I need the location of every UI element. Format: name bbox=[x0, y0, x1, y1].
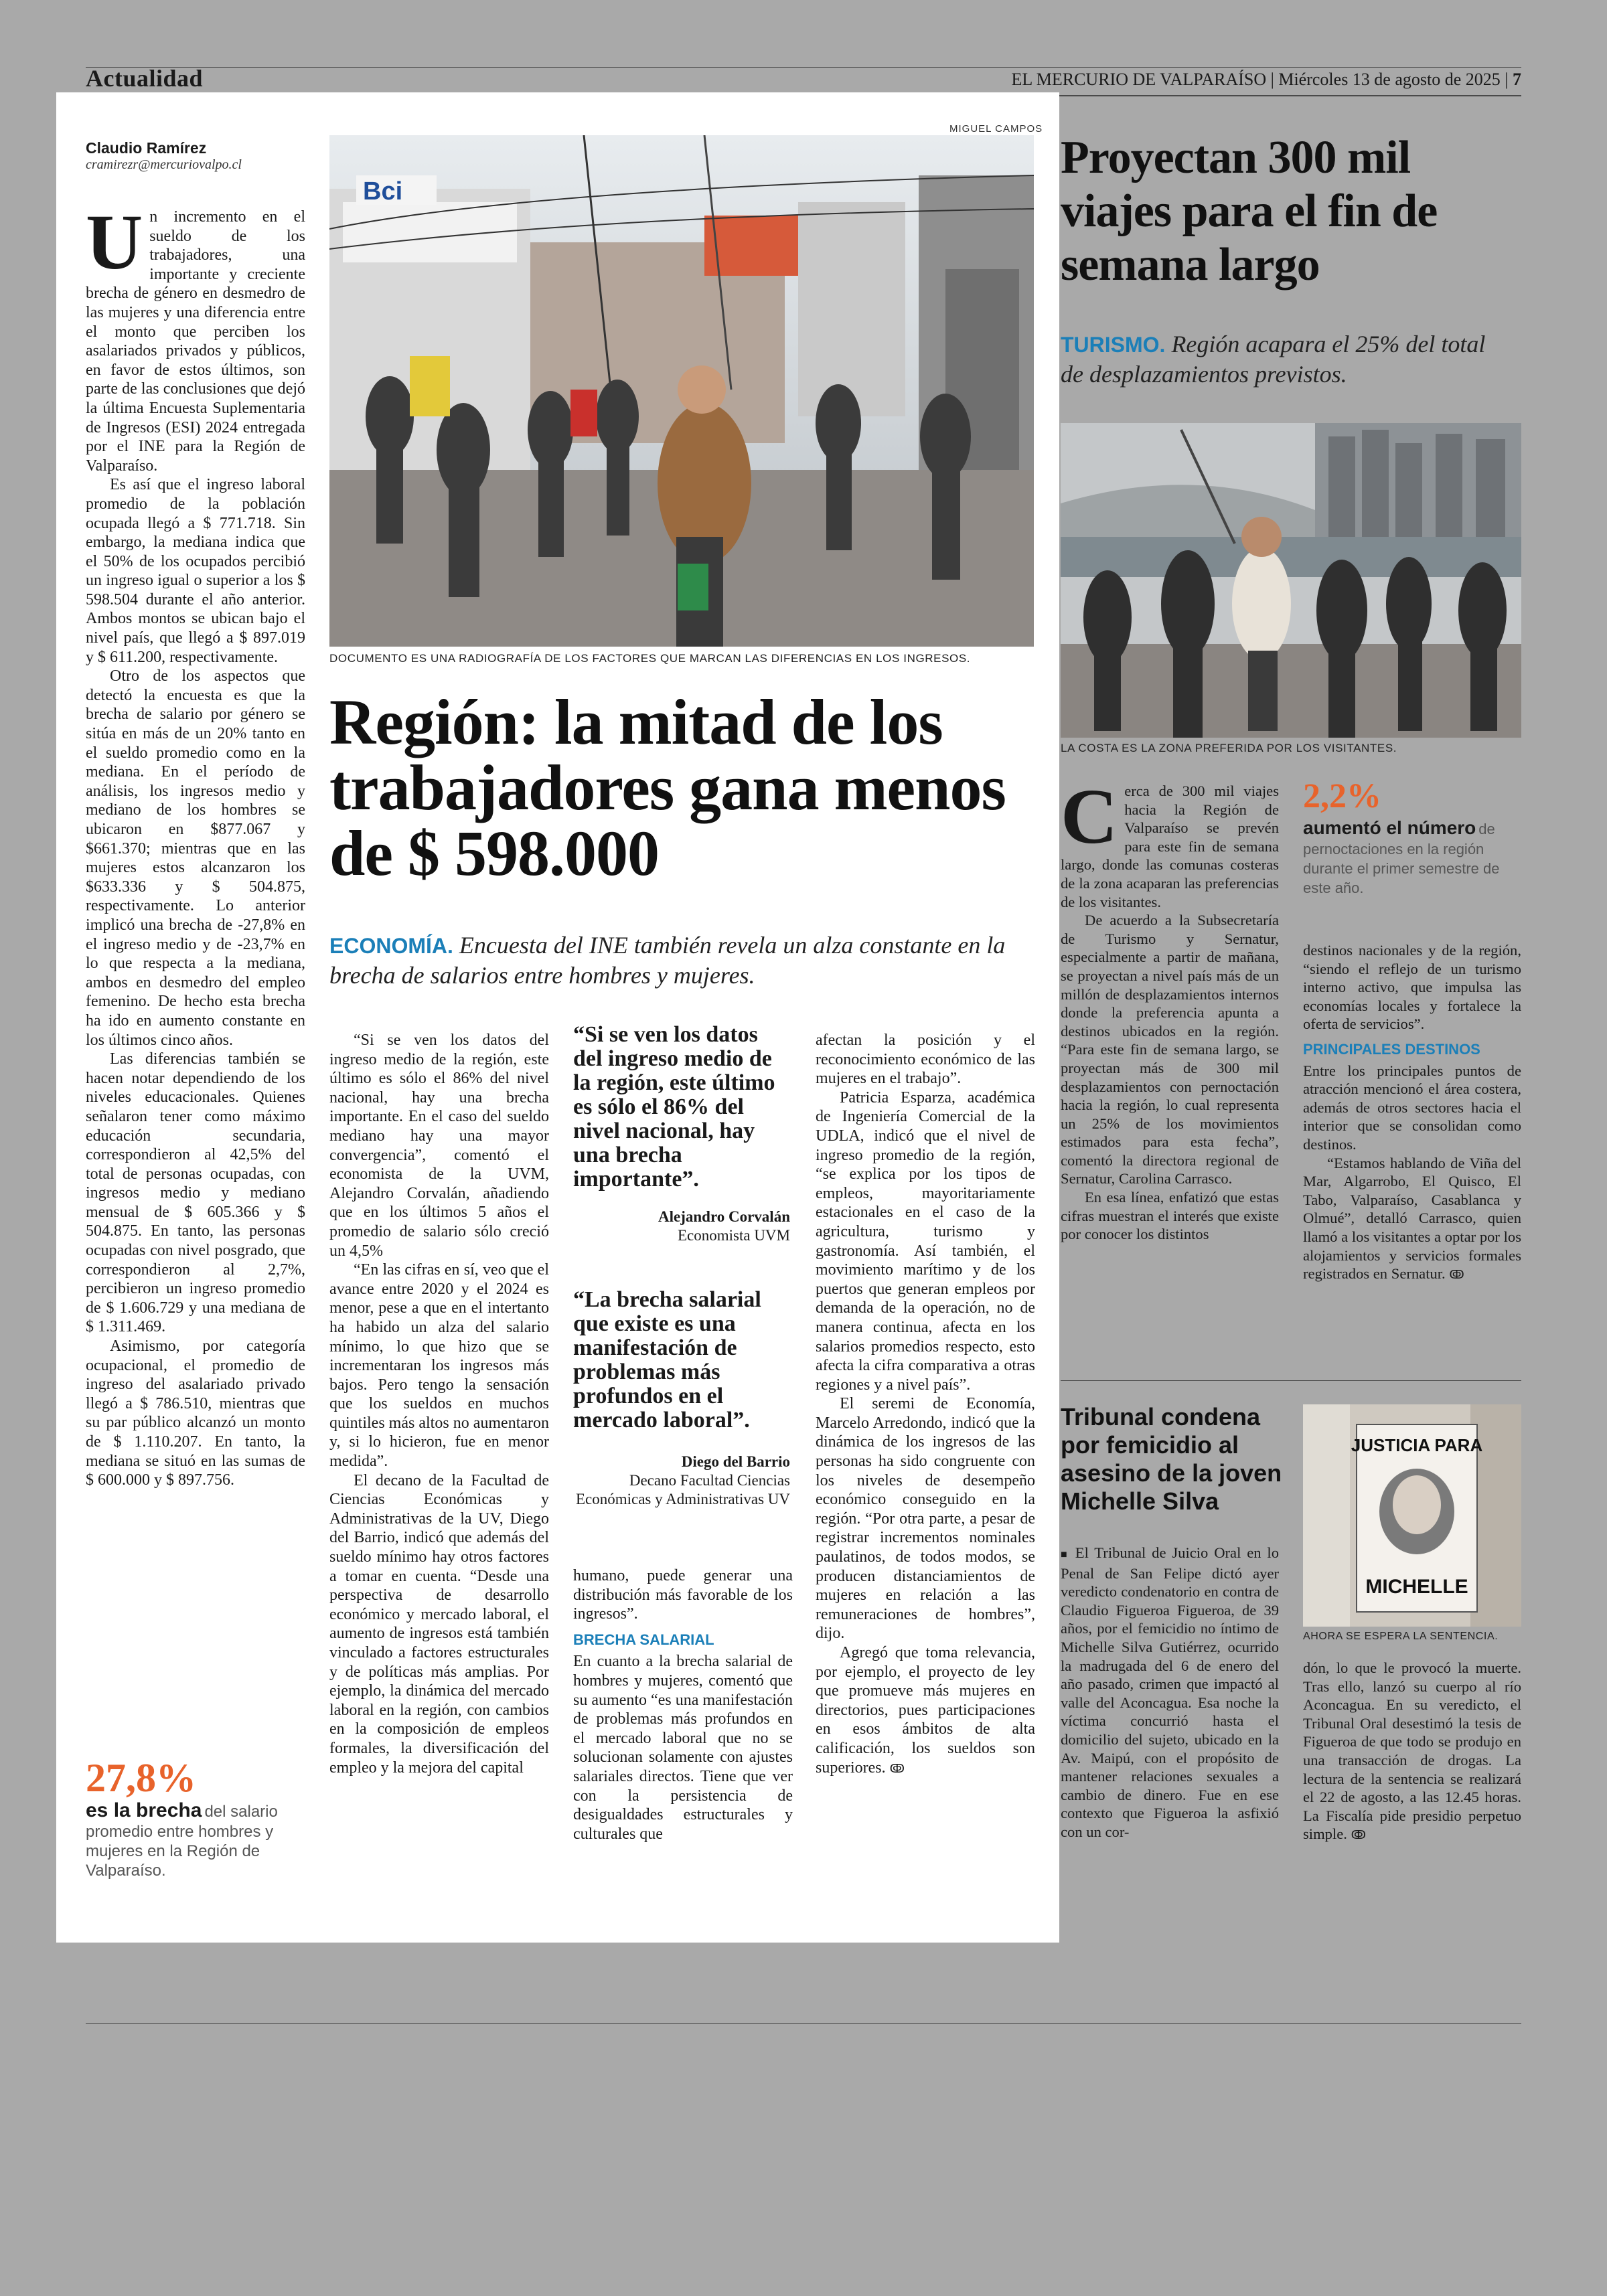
paragraph: destinos nacionales y de la región, “siendo el reflejo de un turismo interno activo, que impulsa las economías locales y fortalece la oferta de servicios”. bbox=[1303, 942, 1521, 1033]
paragraph: El Tribunal de Juicio Oral en lo Penal de San Felipe dictó ayer veredicto condenatorio en contra de Claudio Figueroa Figueroa, de 39 años, por el femicidio no íntimo de Michelle Silva Gutiérrez, ocurrido la madrugada del 6 de enero del año pasado, crimen que impactó al valle del Aconcagua. Esa noche la víctima concurrió hasta el domicilio del sujeto, ubicado en la Av. Maipú, con el propósito de mantener relaciones sexuales a cambio de dinero. Fue en ese contexto que Figueroa la asfixió con un cor- bbox=[1061, 1544, 1279, 1840]
drop-cap: C bbox=[1061, 772, 1118, 860]
header-top-rule bbox=[86, 67, 1521, 68]
paragraph: Otro de los aspectos que detectó la encuesta es que la brecha de salario por género se sitúa en más de un 20% tanto en el sueldo promedio como en la mediana. En el período de análisis, los ingresos medio y mediano de los hombres se ubicaron en $877.067 y $661.370; mientras que en las mujeres estos alcanzaron los $633.336 y $ 504.875, respectivamente. Lo anterior implicó una brecha de -27,8% en el ingreso medio y de -23,7% en lo que respecta a la mediana, ambos en desmedro del empleo femenino. De hecho esta brecha ha ido en aumento constante en los últimos cinco años. bbox=[86, 667, 305, 1049]
kicker-tag: ECONOMÍA. bbox=[329, 934, 453, 958]
quote-author-name: Diego del Barrio bbox=[681, 1453, 790, 1470]
paragraph: “En las cifras en sí, veo que el avance entre 2020 y el 2024 es menor, pese a que en el intertanto ha habido un alza del salario mínimo, lo que hizo que se incrementaran los ingresos más bajos. Pero tengo la sensación que los sueldos en muchos quintiles más altos no aumentaron y, si lo hicieron, fue en menor medida”. bbox=[329, 1261, 549, 1471]
bullet-icon: ■ bbox=[1061, 1549, 1069, 1560]
pull-quote-barrio-author bbox=[573, 1453, 790, 1509]
paragraph: En esa línea, enfatizó que estas cifras muestran el interés que existe por conocer los distintos bbox=[1061, 1189, 1279, 1243]
drop-cap: U bbox=[86, 198, 143, 286]
author-email: cramirezr@mercuriovalpo.cl bbox=[86, 157, 242, 172]
end-mark-icon: ↂ bbox=[1351, 1828, 1366, 1843]
sign-bottom-text: MICHELLE bbox=[1365, 1576, 1468, 1598]
main-column-2 bbox=[329, 1031, 549, 1777]
pull-quote-corvalan-author bbox=[573, 1208, 790, 1245]
coast-visitors-photo bbox=[1061, 423, 1521, 738]
stat-bold: es la brecha bbox=[86, 1799, 202, 1821]
photo-credit: MIGUEL CAMPOS bbox=[949, 123, 1043, 135]
issue-date: Miércoles 13 de agosto de 2025 bbox=[1278, 70, 1501, 89]
coast-scene-image bbox=[1061, 423, 1521, 738]
quote-author-role: Decano Facultad Ciencias Económicas y Administrativas UV bbox=[575, 1472, 790, 1507]
tribunal-column-1 bbox=[1061, 1544, 1279, 1841]
paragraph: afectan la posición y el reconocimiento económico de las mujeres en el trabajo”. bbox=[816, 1032, 1035, 1088]
sign-top-text: JUSTICIA PARA bbox=[1351, 1435, 1483, 1455]
paragraph: De acuerdo a la Subsecretaría de Turismo y Sernatur, especialmente a partir de mañana, se proyectan a nivel país más de un millón de desplazamientos internos donde la preferencia apunta a destinos ubicados en la región. “Para este fin de semana largo, se proyectan más de 300 mil desplazamientos con pernoctación hacia la región, lo cual representa un 25% de los movimientos estimados para esta fecha”, comentó la directora regional de Sernatur, Carolina Carrasco. bbox=[1061, 912, 1279, 1187]
main-kicker bbox=[329, 930, 1039, 990]
subheading-brecha: BRECHA SALARIAL bbox=[573, 1631, 714, 1648]
kicker-text: Encuesta del INE también revela un alza constante en la brecha de salarios entre hombres y mujeres. bbox=[329, 932, 1006, 989]
protest-sign-image bbox=[1303, 1404, 1521, 1627]
subheading-destinos: PRINCIPALES DESTINOS bbox=[1303, 1040, 1480, 1058]
stat-box-gap bbox=[86, 1756, 313, 1880]
paragraph: Agregó que toma relevancia, por ejemplo, el proyecto de ley que promueve más mujeres en directorios, pues participaciones en esos ámbitos de alta calificación, los sueldos son superiores. bbox=[816, 1644, 1035, 1777]
svg-text:Bci: Bci bbox=[363, 177, 403, 206]
paragraph: Entre los principales puntos de atracción mencionó el área costera, además de otros sectores hacia el interior que se consolidan como destinos. bbox=[1303, 1062, 1521, 1153]
pull-quote-barrio: “La brecha salarial que existe es una manifestación de problemas más profundos en el mercado laboral”. bbox=[573, 1287, 761, 1432]
street-crowd-photo bbox=[329, 135, 1034, 647]
pull-quote-corvalan: “Si se ven los datos del ingreso medio de la región, este último es sólo el 86% del nivel nacional, hay una brecha importante”. bbox=[573, 1022, 775, 1192]
tourism-photo-caption: LA COSTA ES LA ZONA PREFERIDA POR LOS VISITANTES. bbox=[1061, 742, 1397, 754]
stat-rest: del salario promedio entre hombres y mujeres en la Región de Valparaíso. bbox=[86, 1803, 278, 1880]
paper-name: EL MERCURIO DE VALPARAÍSO bbox=[1011, 70, 1267, 89]
stat-rest: de pernoctaciones en la región durante el primer semestre de este año. bbox=[1303, 821, 1500, 896]
tourism-column-2 bbox=[1303, 941, 1521, 1285]
paragraph: Patricia Esparza, académica de Ingeniería Comercial de la UDLA, indicó que el nivel de ingreso promedio de la región, “se explica por los tipos de empleos, mayoritariamente estacionales en el caso de la agricultura, turismo y gastronomía. Así también, el movimiento marítimo y de los puertos que generan empleos por demanda de la operación, no de manera continua, afecta en los salarios promedios respecto, esto afecta la cifra comparativa a otras regiones y a nivel país”. bbox=[816, 1088, 1035, 1394]
tribunal-headline: Tribunal condena por femicidio al asesino de la joven Michelle Silva bbox=[1061, 1403, 1282, 1515]
quote-author-role: Economista UVM bbox=[677, 1227, 790, 1244]
paragraph: En cuanto a la brecha salarial de hombres y mujeres, comentó que su aumento “es una manifestación de problemas más profundos en el mercado laboral que no se solucionan solamente con ajustes salariales directos. Tiene que ver con la persistencia de desigualdades estructurales y culturales que bbox=[573, 1653, 793, 1843]
tribunal-divider bbox=[1061, 1380, 1521, 1381]
end-mark-icon: ↂ bbox=[889, 1761, 905, 1776]
page-number: 7 bbox=[1513, 70, 1521, 89]
paragraph: humano, puede generar una distribución más favorable de los ingresos”. bbox=[573, 1567, 793, 1623]
paragraph: Asimismo, por categoría ocupacional, el promedio de ingreso del asalariado privado llegó a $ 786.510, mientras que su par público alcanzó un monto de $ 1.110.207. En tanto, la mediana se situó en las sumas de $ 600.000 y $ 897.756. bbox=[86, 1337, 305, 1489]
main-headline: Región: la mitad de los trabajadores gana menos de $ 598.000 bbox=[329, 686, 1006, 889]
tourism-stat-box bbox=[1303, 776, 1521, 898]
paragraph: Es así que el ingreso laboral promedio de la población ocupada llegó a $ 771.718. Sin embargo, la mediana indica que el 50% de los ocupados percibió un ingreso igual o superior a los $ 598.504 durante el año anterior. Ambos montos se ubican bajo el nivel país, que llegó a $ 897.019 y $ 611.200, respectivamente. bbox=[86, 476, 305, 666]
main-column-4 bbox=[816, 1031, 1035, 1779]
tribunal-photo-caption: AHORA SE ESPERA LA SENTENCIA. bbox=[1303, 1631, 1499, 1642]
stat-value: 27,8% bbox=[86, 1756, 196, 1800]
tribunal-column-2 bbox=[1303, 1659, 1521, 1845]
paragraph: El seremi de Economía, Marcelo Arredondo, indicó que la dinámica de los ingresos de las personas ha sido congruente con los niveles de desempeño económico conseguido en la región. “Por otra parte, a pesar de registrar incrementos nominales paulatinos, de todos modos, se producen distanciamientos de mujeres en relación a las remuneraciones de hombres”, dijo. bbox=[816, 1395, 1035, 1643]
tourism-kicker bbox=[1061, 329, 1503, 389]
tourism-column-1 bbox=[1061, 772, 1279, 1244]
paragraph: El decano de la Facultad de Ciencias Económicas y Administrativas de la UV, Diego del Barrio, indicó que además del sueldo mínimo hay otros factores a tomar en cuenta. “Desde una perspectiva de desarrollo económico y mercado laboral, el aumento de ingresos está también vinculado a factores estructurales y de políticas más amplias. Por ejemplo, la dinámica del mercado laboral en la región, con cambios en la composición de empleos formales, la diversificación del empleo y la mejora del capital bbox=[329, 1471, 549, 1777]
footer-rule bbox=[86, 2023, 1521, 2024]
stat-bold: aumentó el número bbox=[1303, 817, 1476, 838]
paragraph: “Si se ven los datos del ingreso medio de la región, este último es sólo el 86% del nivel nacional, hay una brecha importante. En el caso del sueldo mediano hay una mayor convergencia”, comentó el economista de la UVM, Alejandro Corvalán, añadiendo que en los últimos 5 años el promedio de salario sólo creció un 4,5% bbox=[329, 1032, 549, 1260]
paragraph: dón, lo que le provocó la muerte. Tras ello, lanzó su cuerpo al río Aconcagua. En su veredicto, el Tribunal Oral desestimó la tesis de Figueroa de que todo se produjo en una transacción de drogas. La lectura de la sentencia se realizará el 22 de agosto, a las 12.45 horas. La Fiscalía pide presidio perpetuo simple. bbox=[1303, 1659, 1521, 1843]
end-mark-icon: ↂ bbox=[1449, 1268, 1464, 1283]
author-name: Claudio Ramírez bbox=[86, 139, 207, 157]
paragraph: “Estamos hablando de Viña del Mar, Algarrobo, El Quisco, El Tabo, Valparaíso, Casablanca y Olmué”, detalló Carrasco, quien llamó a los visitantes a optar por los alojamientos y servicios formales registrados en Sernatur. bbox=[1303, 1154, 1521, 1283]
photo-caption: DOCUMENTO ES UNA RADIOGRAFÍA DE LOS FACTORES QUE MARCAN LAS DIFERENCIAS EN LOS INGRESOS. bbox=[329, 652, 971, 665]
paragraph: erca de 300 mil viajes hacia la Región de Valparaíso se prevén para este fin de semana largo, donde las comunas costeras de la zona acaparan las preferencias de los visitantes. bbox=[1061, 783, 1279, 910]
kicker-text: Región acapara el 25% del total de desplazamientos previstos. bbox=[1061, 331, 1486, 388]
quote-author-name: Alejandro Corvalán bbox=[658, 1208, 790, 1225]
running-head: EL MERCURIO DE VALPARAÍSO | Miércoles 13 de agosto de 2025 | 7 bbox=[1011, 70, 1521, 89]
protest-sign-photo bbox=[1303, 1404, 1521, 1627]
stat-value: 2,2% bbox=[1303, 777, 1381, 815]
kicker-tag: TURISMO. bbox=[1061, 333, 1166, 357]
paragraph: Las diferencias también se hacen notar dependiendo de los niveles educacionales. Quienes señalaron tener como máximo educación secundaria, correspondieron al 42,5% del total de personas ocupadas, con ingresos medio y mediano mensual de $ 605.366 y $ 504.875. En tanto, las personas ocupadas con nivel posgrado, que correspondieron al 2,7%, percibieron un ingreso promedio de $ 1.606.729 y una mediana de $ 1.311.469. bbox=[86, 1050, 305, 1336]
byline bbox=[86, 139, 242, 173]
section-label: Actualidad bbox=[86, 65, 204, 92]
main-column-1 bbox=[86, 198, 305, 1490]
street-scene-image bbox=[329, 135, 1034, 647]
main-column-3 bbox=[573, 1566, 793, 1843]
paragraph: n incremento en el sueldo de los trabajadores, una importante y creciente brecha de género en desmedro de las mujeres y una diferencia entre el monto que perciben los asalariados privados y públicos, en favor de estos últimos, son parte de las conclusiones que dejó la última Encuesta Suplementaria de Ingresos (ESI) 2024 entregada por el INE para la Región de Valparaíso. bbox=[86, 208, 305, 475]
tourism-headline: Proyectan 300 mil viajes para el fin de semana largo bbox=[1061, 132, 1438, 291]
